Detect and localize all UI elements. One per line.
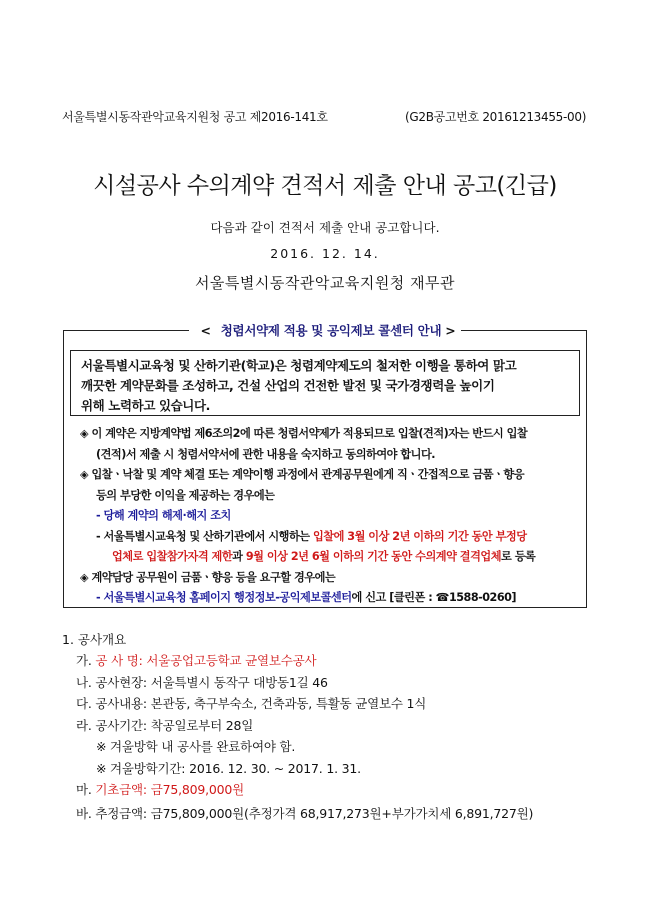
project-name: 공 사 명: 서울공업고등학교 균열보수공사 — [95, 653, 317, 668]
item-ga — [76, 650, 533, 672]
pledge-title — [0, 320, 650, 339]
dash-sanction-line-2 — [80, 547, 580, 568]
note-winter-completion: ※ 겨울방학 내 공사를 완료하여야 함. — [96, 739, 296, 754]
dash-sanction-a: - 서울특별시교육청 및 산하기관에서 시행하는 — [96, 529, 313, 543]
pledge-statement-line: 서울특별시교육청 및 산하기관(학교)은 청렴계약제도의 철저한 이행을 통하여 맑고 — [81, 358, 517, 373]
dash-termination: - 당해 계약의 해제·해지 조치 — [96, 509, 231, 522]
dash-sanction-d: 과 — [232, 550, 246, 563]
pledge-statement-line: 위해 노력하고 있습니다. — [81, 398, 211, 413]
dash-sanction-b: 입찰에 3월 이상 2년 이하의 기간 동안 부정당 — [312, 529, 527, 543]
project-overview — [76, 650, 533, 824]
announcement-date: 2016. 12. 14. — [270, 246, 380, 261]
pledge-title-close: > — [445, 323, 456, 338]
pledge-title-text: 청렴서약제 적용 및 공익제보 콜센터 안내 — [220, 323, 442, 338]
pledge-bullets — [80, 424, 580, 609]
bullet-2-line-2: 등의 부당한 이익을 제공하는 경우에는 — [96, 488, 275, 502]
base-amount: 기초금액: 금75,809,000원 — [95, 782, 245, 797]
bullet-2-line-1: ◈ 입찰ㆍ낙찰 및 계약 체결 또는 계약이행 과정에서 관계공무원에게 직ㆍ간접적으로 금품ㆍ향응 — [80, 468, 525, 481]
dash-sanction-c: 업체로 입찰참가자격 제한 — [112, 550, 233, 563]
item-da: 다. 공사내용: 본관동, 축구부숙소, 건축과동, 특활동 균열보수 1식 — [76, 696, 427, 711]
pledge-title-open: < — [195, 323, 217, 338]
note-winter-period: ※ 겨울방학기간: 2016. 12. 30. ~ 2017. 1. 31. — [96, 760, 361, 776]
bullet-1-line-2: (견적)서 제출 시 청렴서약서에 관한 내용을 숙지하고 동의하여야 합니다. — [96, 447, 436, 461]
pledge-statement-line: 깨끗한 계약문화를 조성하고, 건설 산업의 건전한 발전 및 국가경쟁력을 높이기 — [81, 378, 495, 393]
item-ba: 바. 추정금액: 금75,809,000원(추정가격 68,917,273원+부가가치세 6,891,727원) — [76, 805, 534, 821]
g2b-number: (G2B공고번호 20161213455-00) — [405, 110, 587, 124]
dash-sanction-f: 로 등록 — [501, 550, 536, 563]
item-na: 나. 공사현장: 서울특별시 동작구 대방동1길 46 — [76, 674, 328, 690]
pledge-statement-box — [70, 350, 580, 416]
report-channel: - 서울특별시교육청 홈페이지 행정정보-공익제보콜센터 — [96, 591, 352, 604]
item-ga-label: 가. — [76, 653, 96, 668]
announcement-number: 서울특별시동작관악교육지원청 공고 제2016-141호 — [62, 110, 328, 124]
bullet-3: ◈ 계약담당 공무원이 금품ㆍ향응 등을 요구할 경우에는 — [80, 570, 336, 584]
dash-sanction-e: 9월 이상 2년 6월 이하의 기간 동안 수의계약 결격업체 — [245, 550, 502, 563]
issuing-office: 서울특별시동작관악교육지원청 재무관 — [194, 274, 456, 292]
item-ma — [76, 779, 533, 801]
item-ra: 라. 공사기간: 착공일로부터 28일 — [76, 717, 254, 733]
item-ma-label: 마. — [76, 782, 96, 797]
bullet-1-line-1: ◈ 이 계약은 지방계약법 제6조의2에 따른 청렴서약제가 적용되므로 입찰(견적)자는 반드시 입찰 — [80, 427, 528, 440]
clean-phone: 에 신고 [클린폰 : ☎1588-0260] — [351, 591, 517, 604]
intro-text: 다음과 같이 견적서 제출 안내 공고합니다. — [210, 220, 440, 235]
page-title: 시설공사 수의계약 견적서 제출 안내 공고(긴급) — [93, 173, 557, 199]
dash-sanction-line-1 — [80, 527, 580, 548]
section-heading: 1. 공사개요 — [62, 632, 127, 647]
dash-report — [80, 588, 580, 609]
